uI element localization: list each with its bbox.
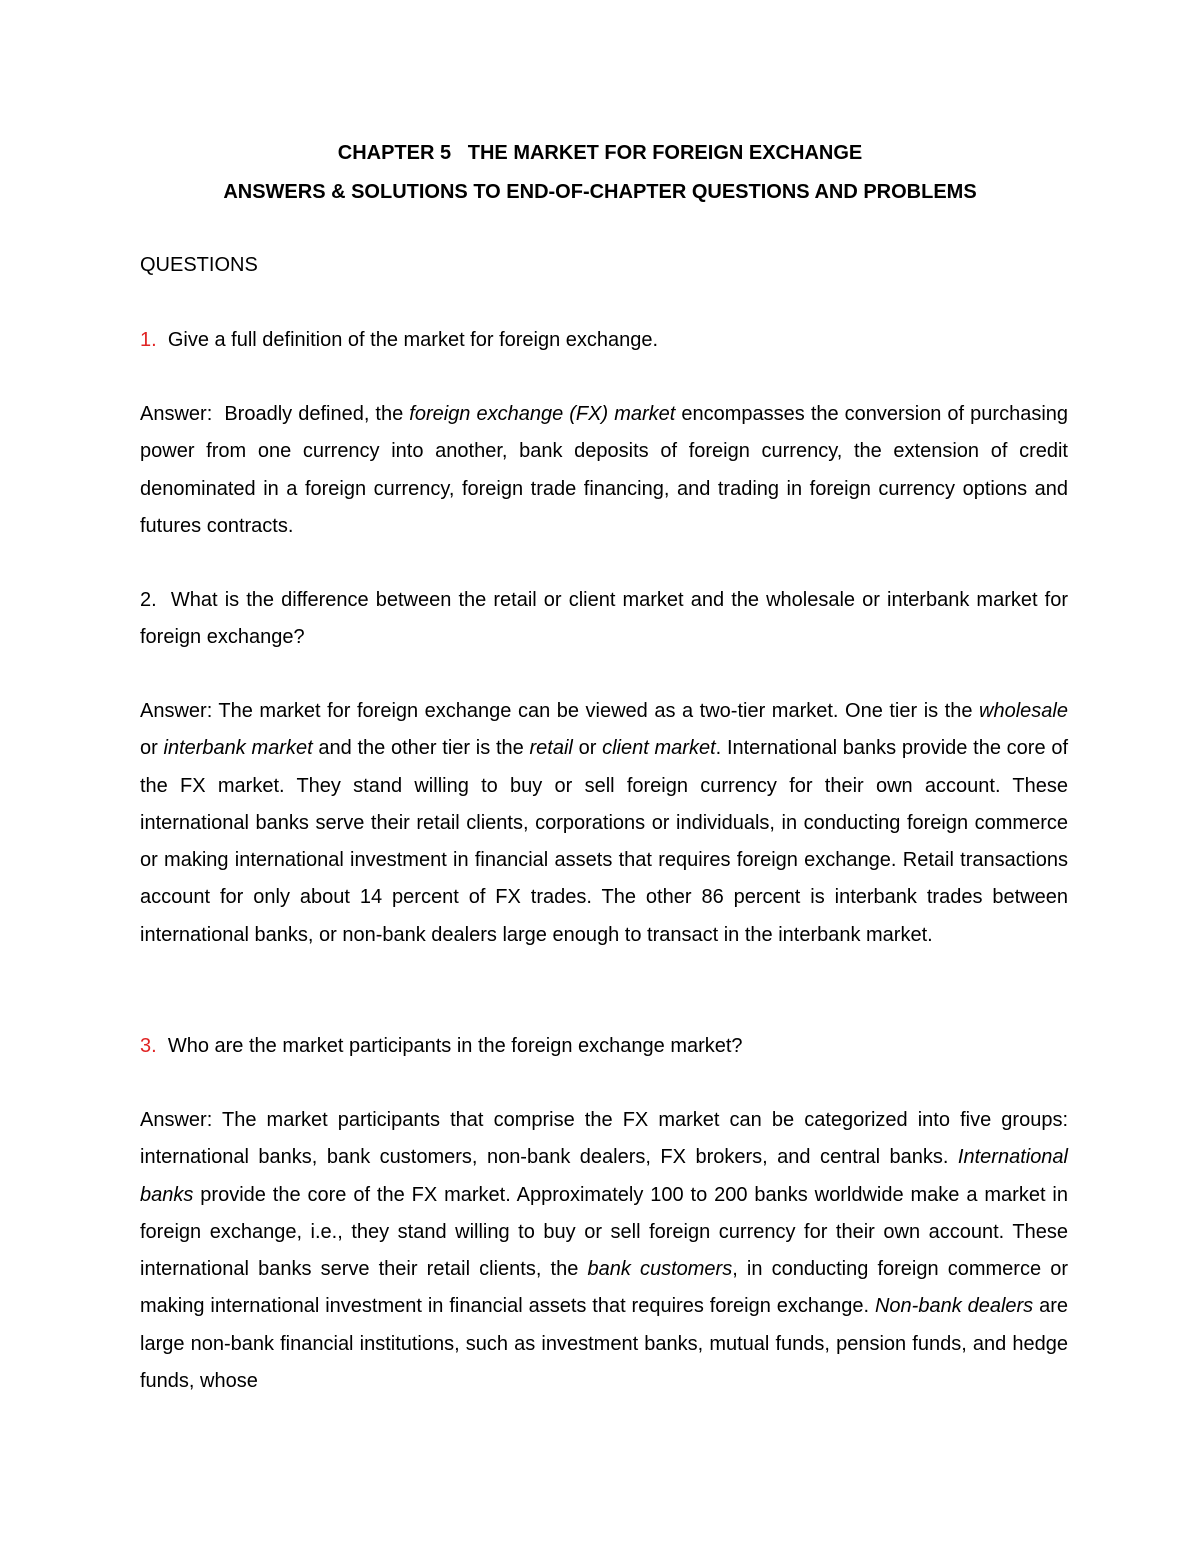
question-text: Who are the market participants in the foreign exchange market? <box>167 1035 743 1057</box>
answer-emphasis: retail <box>529 737 573 760</box>
question-3 <box>140 1028 1068 1065</box>
answer-text: or <box>140 737 164 760</box>
answer-text: encompasses the conversion of purchasing power from one currency into another, bank deposits of foreign currency, the extension of credit denominated in a foreign currency, foreign trade financing, and trading in foreign currency options and futures contracts. <box>140 403 1069 537</box>
answer-emphasis: client market <box>602 737 716 760</box>
answer-emphasis: International banks <box>140 1146 1068 1206</box>
answer-text: provide the core of the FX market. Approximately 100 to 200 banks worldwide make a market in foreign exchange, i.e., they stand willing to buy or sell foreign currency for their own account. These international banks serve their retail clients, the <box>140 1183 1068 1281</box>
answer-3 <box>140 1102 1068 1400</box>
answer-emphasis: Non-bank dealers <box>874 1295 1034 1318</box>
section-label: QUESTIONS <box>140 254 258 276</box>
question-1 <box>140 322 1068 359</box>
answer-text: Answer: The market participants that comprise the FX market can be categorized into five groups: international banks, bank customers, non-bank dealers, FX brokers, and central banks. <box>140 1109 1068 1169</box>
answer-2 <box>140 693 1068 954</box>
answer-text: . International banks provide the core of the FX market. They stand willing to buy or sell foreign currency for their own account. These international banks serve their retail clients, corporations or individuals, in conducting foreign commerce or making international investment in financial assets that requires foreign exchange. Retail transactions account for only about 14 percent of FX trades. The other 86 percent is interbank trades between international banks, or non-bank dealers large enough to transact in the interbank market. <box>140 737 1068 946</box>
answer-text: are large non-bank financial institutions, such as investment banks, mutual funds, pension funds, and hedge funds, whose <box>140 1295 1068 1393</box>
question-text: What is the difference between the retail or client market and the wholesale or interbank market for foreign exchange? <box>140 589 1068 649</box>
answer-emphasis: bank customers <box>587 1258 733 1281</box>
answer-emphasis: wholesale <box>979 700 1068 722</box>
question-text: Give a full definition of the market for foreign exchange. <box>167 329 659 351</box>
answer-emphasis: interbank market <box>163 737 313 760</box>
answer-1 <box>140 396 1068 545</box>
answer-text: and the other tier is the <box>312 737 530 760</box>
question-number: 3. <box>140 1035 157 1057</box>
question-number: 1. <box>140 329 157 351</box>
answer-text: or <box>572 737 603 760</box>
chapter-title: CHAPTER 5 THE MARKET FOR FOREIGN EXCHANGE <box>337 142 863 164</box>
question-number: 2. <box>140 589 157 611</box>
answer-text: Answer: Broadly defined, the <box>140 403 410 425</box>
document-subtitle: ANSWERS & SOLUTIONS TO END-OF-CHAPTER QUESTIONS AND PROBLEMS <box>223 181 977 203</box>
answer-emphasis: foreign exchange (FX) market <box>409 403 676 425</box>
answer-text: , in conducting foreign commerce or making international investment in financial assets that requires foreign exchange. <box>140 1258 1068 1318</box>
answer-text: Answer: The market for foreign exchange can be viewed as a two-tier market. One tier is the <box>140 700 980 722</box>
question-2 <box>140 582 1068 657</box>
